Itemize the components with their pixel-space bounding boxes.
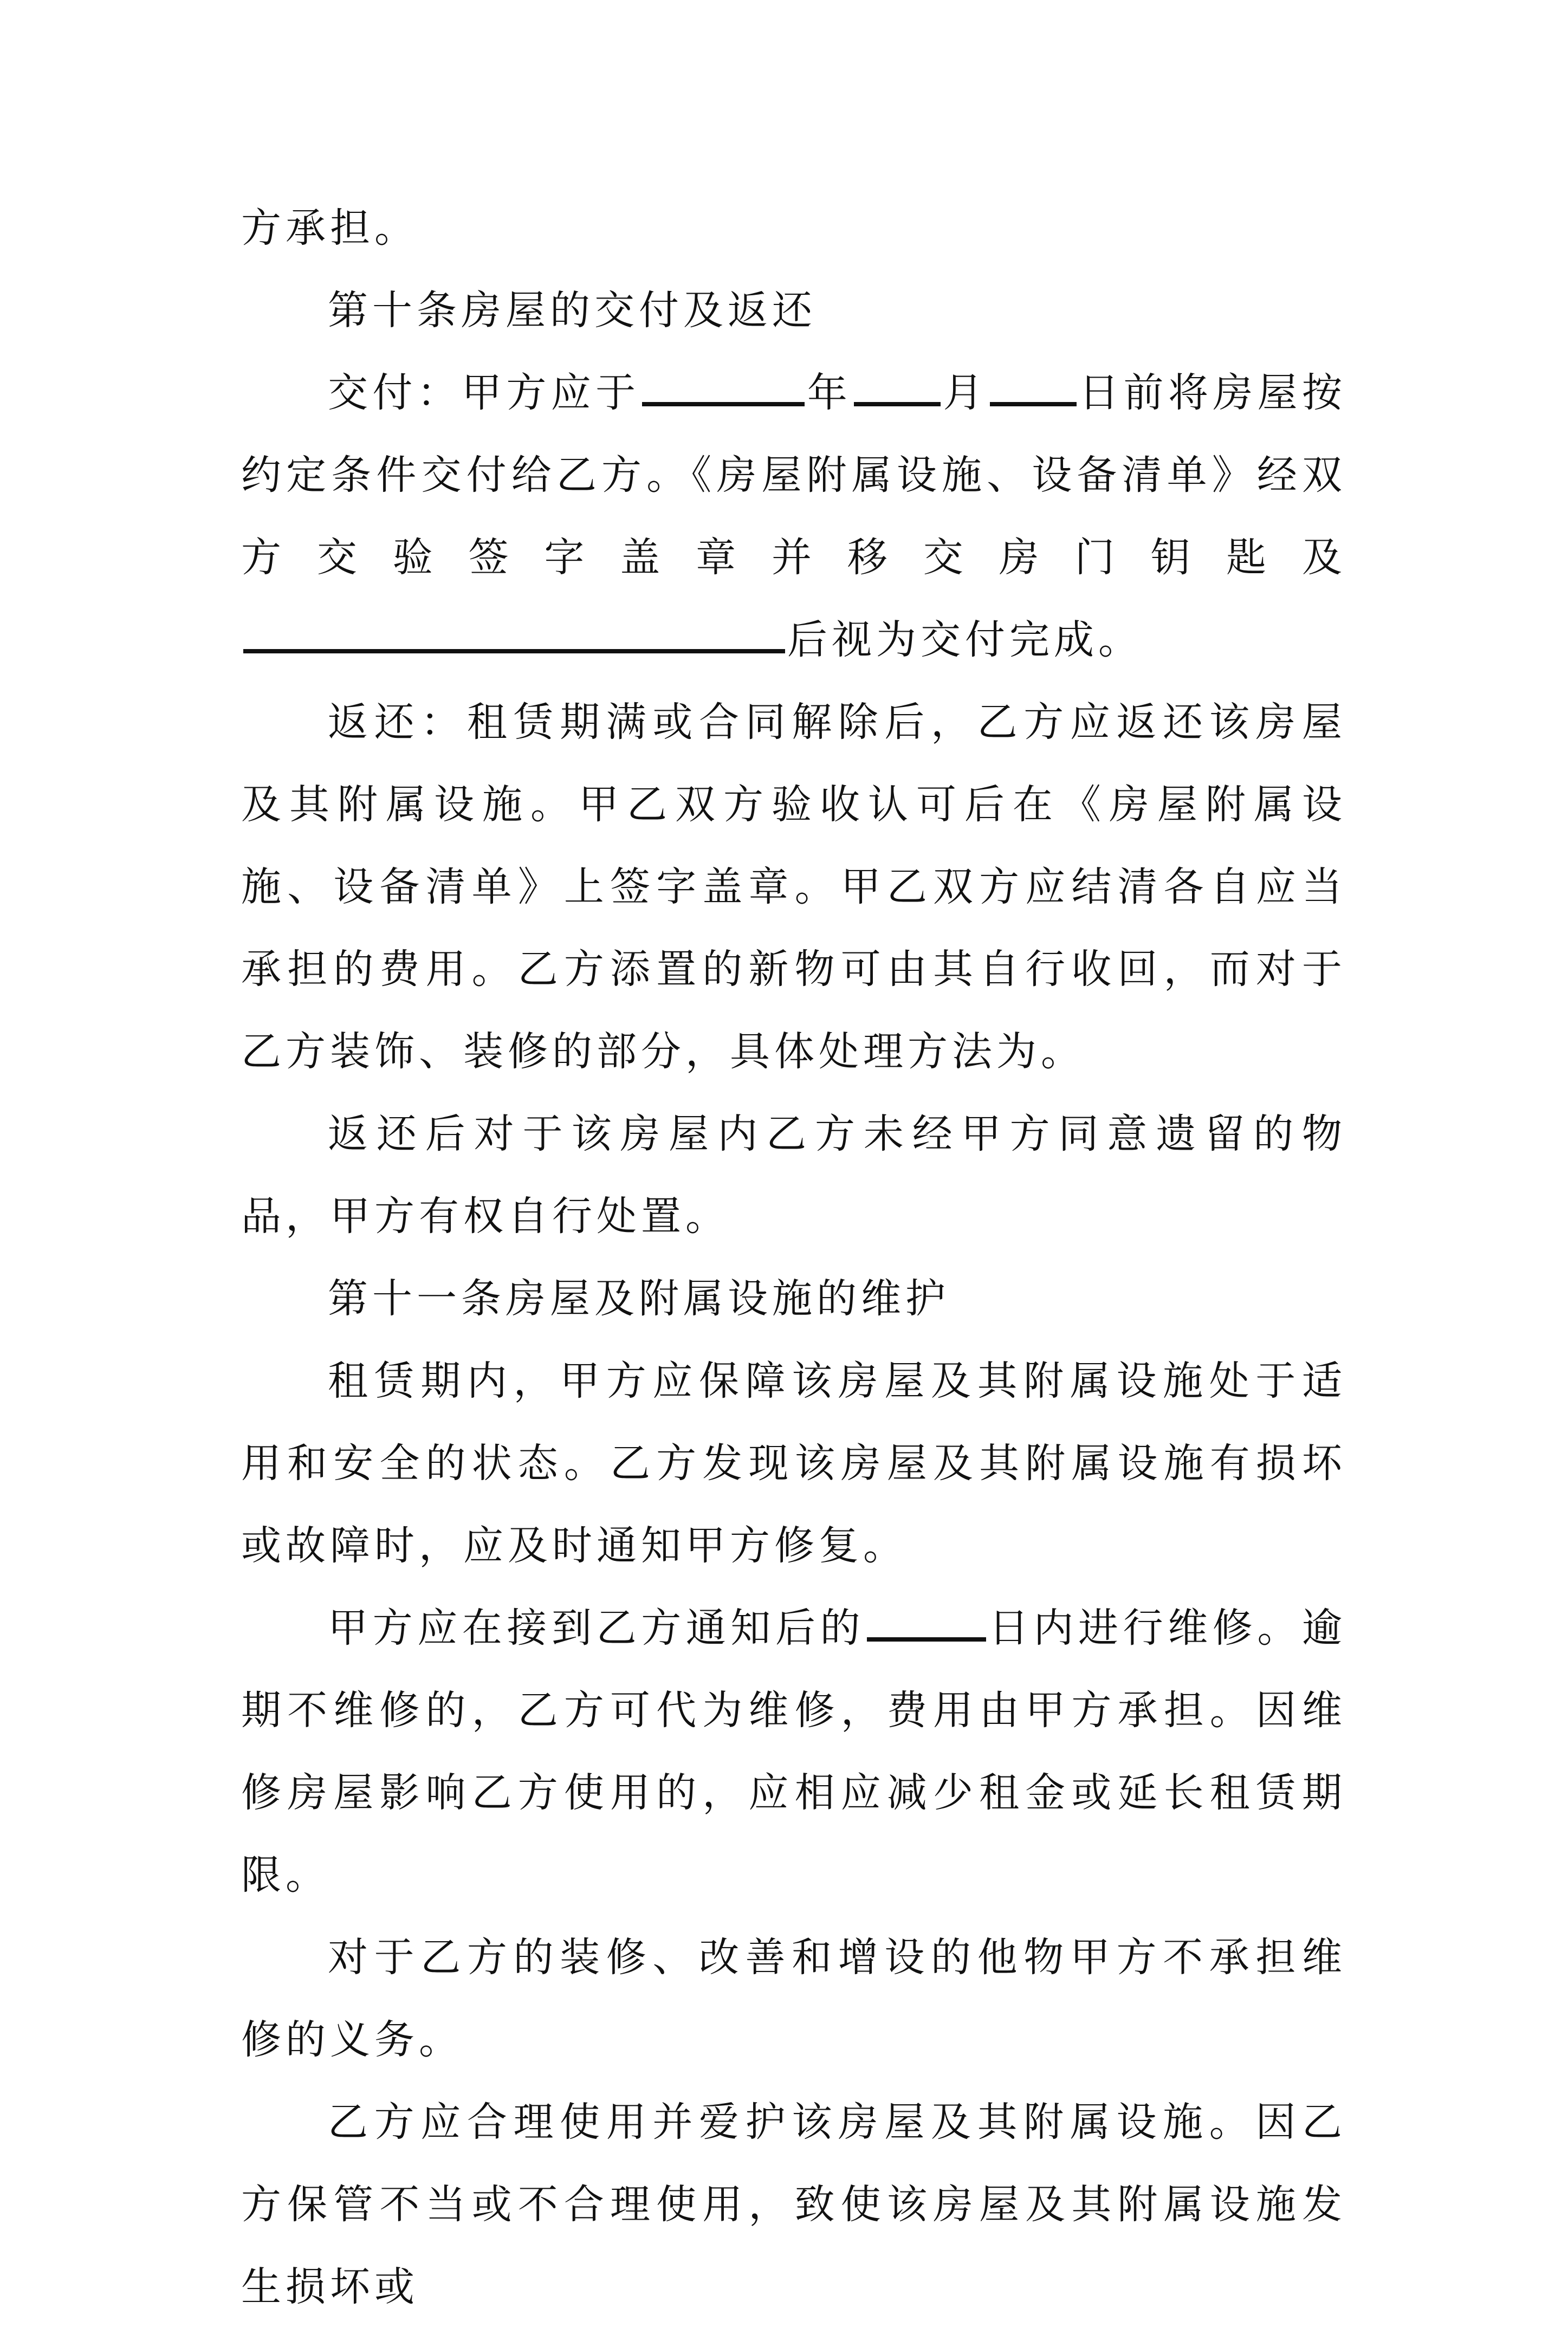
month-blank [854,368,941,406]
maintenance-paragraph-3 [241,1916,1346,2081]
return-paragraph [241,681,1346,1093]
article-10-heading [241,269,1346,352]
delivery-paragraph [241,352,1346,681]
repair-prefix: 甲方应在接到乙方通知后的 [328,1605,865,1651]
maintenance-paragraph-1 [241,1340,1346,1587]
maintenance-paragraph-4 [241,2081,1346,2328]
document-body [241,187,1346,2328]
heading-text: 第十条房屋的交付及返还 [328,287,817,334]
return-text: 返还：租赁期满或合同解除后，乙方应返还该房屋及其附属设施。甲乙双方验收认可后在《房屋附属设施、设备清单》上签字盖章。甲乙双方应结清各自应当承担的费用。乙方添置的新物可由其自行收回，而对于乙方装饰、装修的部分，具体处理方法为。 [241,699,1346,1075]
days-blank [867,1604,986,1642]
paragraph-text: 乙方应合理使用并爱护该房屋及其附属设施。因乙方保管不当或不合理使用，致使该房屋及其附属设施发生损坏或 [241,2099,1346,2310]
delivery-prefix: 交付：甲方应于 [328,369,640,416]
paragraph-text: 对于乙方的装修、改善和增设的他物甲方不承担维修的义务。 [241,1934,1346,2063]
year-label: 年 [807,369,852,416]
heading-text: 第十一条房屋及附属设施的维护 [328,1275,950,1322]
delivery-suffix: 日前将房屋按约定条件交付给乙方。《房屋附属设施、设备清单》经双方交验签字盖章并移交房门钥匙及 [241,369,1347,581]
after-return-text: 返还后对于该房屋内乙方未经甲方同意遗留的物品，甲方有权自行处置。 [241,1111,1346,1240]
paragraph-text: 方承担。 [241,205,419,251]
paragraph-text: 租赁期内，甲方应保障该房屋及其附属设施处于适用和安全的状态。乙方发现该房屋及其附属设施有损坏或故障时，应及时通知甲方修复。 [241,1358,1346,1569]
after-return-paragraph [241,1093,1346,1257]
items-blank [243,615,785,653]
month-label: 月 [943,369,988,416]
delivery-end: 后视为交付完成。 [787,617,1143,663]
year-blank [642,368,805,406]
paragraph-continued [241,187,1346,269]
article-11-heading [241,1257,1346,1340]
repair-suffix: 日内进行维修。逾期不维修的，乙方可代为维修，费用由甲方承担。因维修房屋影响乙方使用的，应相应减少租金或延长租赁期限。 [241,1605,1347,1898]
maintenance-paragraph-2 [241,1587,1346,1916]
day-blank [990,368,1077,406]
